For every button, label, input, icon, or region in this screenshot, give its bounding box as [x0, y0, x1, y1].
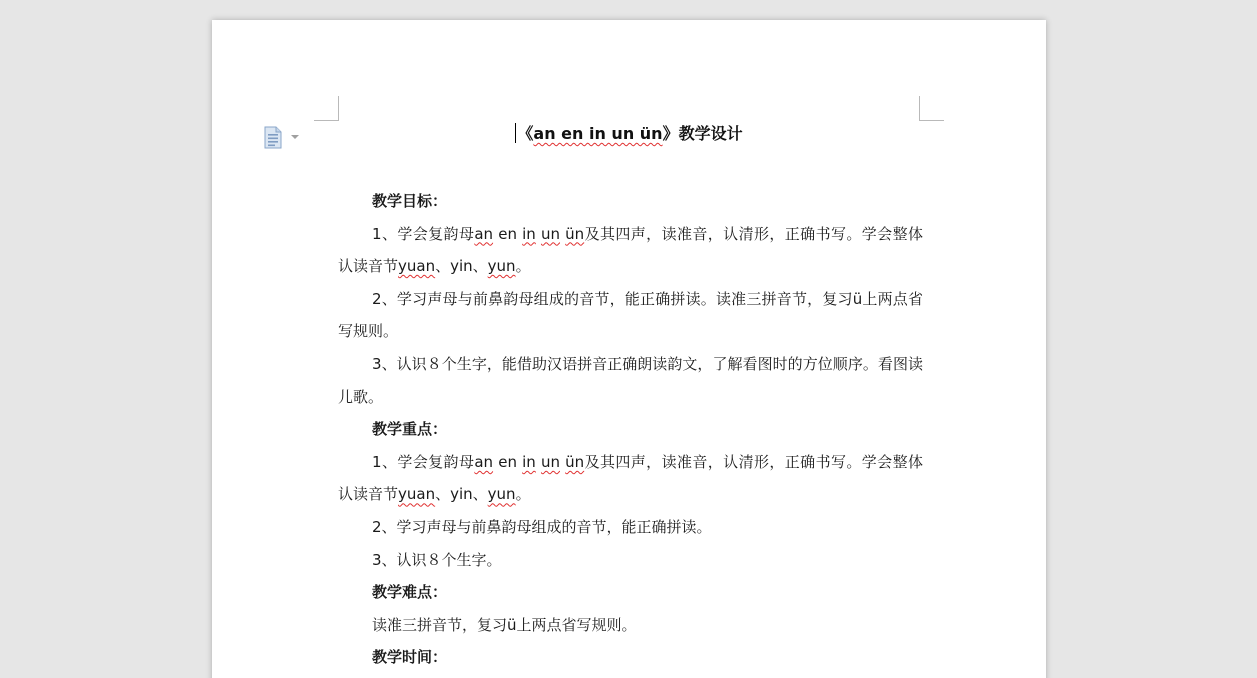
text-run: 1、学会复韵母: [372, 452, 475, 471]
misspelled-word: an: [474, 224, 494, 243]
heading-difficulties: 教学难点：: [372, 583, 448, 602]
title-open-bracket: 《: [517, 124, 534, 143]
margin-corner-top-left: [314, 96, 339, 121]
heading-teaching-time: 教学时间：: [372, 648, 448, 667]
title-close-bracket: 》: [662, 124, 679, 143]
paragraph-key-point-1: [338, 446, 923, 511]
text-run: 。: [515, 485, 531, 504]
paragraph-key-point-3: 3、认识８个生字。: [372, 550, 502, 569]
misspelled-word: in: [522, 224, 536, 243]
misspelled-word: in: [522, 452, 536, 471]
heading-key-points: 教学重点：: [372, 420, 448, 439]
title-pinyin: an en in un ün: [533, 124, 663, 143]
misspelled-word: yun: [487, 485, 516, 504]
text-run: 1、学会复韵母: [372, 224, 475, 243]
misspelled-word: yun: [487, 257, 516, 276]
document-body[interactable]: [338, 185, 923, 674]
misspelled-word: un: [540, 224, 560, 243]
text-run: 、yin、: [435, 257, 488, 276]
text-run: 、yin、: [435, 485, 488, 504]
document-page[interactable]: [212, 20, 1046, 678]
text-run: 及其四声，读准音，认清形，正确书写。学会整体认读音节: [338, 224, 923, 276]
misspelled-word: yuan: [398, 257, 436, 276]
misspelled-word: yuan: [398, 485, 436, 504]
title-tail: 教学设计: [678, 124, 743, 143]
paragraph-objective-3: 3、认识８个生字，能借助汉语拼音正确朗读韵文，了解看图时的方位顺序。看图读儿歌。: [338, 354, 923, 406]
margin-corner-top-right: [919, 96, 944, 121]
paragraph-objective-2: 2、学习声母与前鼻韵母组成的音节，能正确拼读。读准三拼音节，复习ü上两点省写规则。: [338, 289, 923, 341]
text-run: en: [493, 224, 523, 243]
misspelled-word: ün: [565, 224, 585, 243]
text-run: 。: [515, 257, 531, 276]
text-run: en: [493, 452, 523, 471]
misspelled-word: ün: [565, 452, 585, 471]
misspelled-word: an: [474, 452, 494, 471]
heading-objectives: 教学目标：: [372, 192, 448, 210]
text-run: 及其四声，读准音，认清形，正确书写。学会整体认读音节: [338, 452, 923, 504]
document-title[interactable]: [212, 123, 1046, 145]
paragraph-difficulty-1: 读准三拼音节，复习ü上两点省写规则。: [372, 615, 637, 634]
paragraph-key-point-2: 2、学习声母与前鼻韵母组成的音节，能正确拼读。: [372, 517, 712, 536]
misspelled-word: un: [540, 452, 560, 471]
paragraph-objective-1: [338, 218, 923, 283]
